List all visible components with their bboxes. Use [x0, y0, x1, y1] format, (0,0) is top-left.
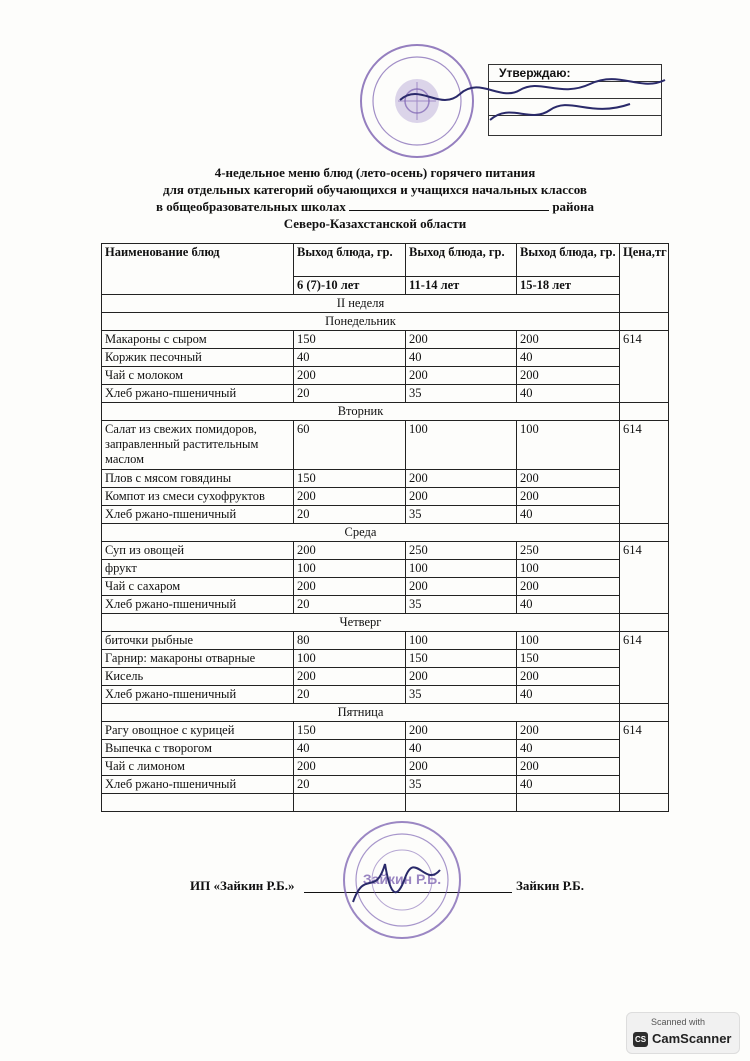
table-row: [102, 331, 669, 349]
output-6-10: 20: [294, 596, 406, 614]
header-dish: Наименование блюд: [102, 244, 294, 295]
table-row: [102, 740, 669, 758]
output-15-18: 40: [517, 506, 620, 524]
output-6-10: 20: [294, 686, 406, 704]
output-6-10: 40: [294, 349, 406, 367]
dish-name: Чай с лимоном: [102, 758, 294, 776]
output-11-14: 200: [406, 722, 517, 740]
dish-name: Салат из свежих помидоров, заправленный растительным маслом: [102, 421, 294, 470]
output-15-18: 250: [517, 542, 620, 560]
output-11-14: 100: [406, 421, 517, 470]
header-output-3: Выход блюда, гр.: [517, 244, 620, 277]
output-15-18: 200: [517, 578, 620, 596]
table-row: [102, 542, 669, 560]
output-6-10: 80: [294, 632, 406, 650]
output-15-18: 100: [517, 421, 620, 470]
title-line-4: Северо-Казахстанской области: [283, 216, 467, 231]
day-header: Понедельник: [102, 313, 620, 331]
output-11-14: 35: [406, 506, 517, 524]
table-row: [102, 650, 669, 668]
day-price: 614: [620, 421, 669, 524]
menu-body: [102, 313, 669, 812]
empty-cell: [294, 794, 406, 812]
table-row: [102, 385, 669, 403]
table-row: [102, 578, 669, 596]
output-6-10: 200: [294, 542, 406, 560]
output-11-14: 40: [406, 349, 517, 367]
dish-name: фрукт: [102, 560, 294, 578]
title-line-3-end: района: [552, 199, 595, 214]
dish-name: Кисель: [102, 668, 294, 686]
output-15-18: 150: [517, 650, 620, 668]
table-row: [102, 596, 669, 614]
signature-icon: [390, 72, 670, 132]
dish-name: Рагу овощное с курицей: [102, 722, 294, 740]
dish-name: Чай с сахаром: [102, 578, 294, 596]
output-11-14: 35: [406, 686, 517, 704]
seal-bottom-text: Зайкин Р.Б.: [362, 871, 442, 887]
camscanner-badge: [626, 1012, 740, 1054]
output-6-10: 200: [294, 578, 406, 596]
output-11-14: 100: [406, 560, 517, 578]
table-row: [102, 776, 669, 794]
price-blank: [620, 403, 669, 421]
output-15-18: 200: [517, 488, 620, 506]
output-6-10: 100: [294, 560, 406, 578]
output-6-10: 60: [294, 421, 406, 470]
dish-name: Хлеб ржано-пшеничный: [102, 385, 294, 403]
output-15-18: 40: [517, 385, 620, 403]
day-price: 614: [620, 331, 669, 403]
output-11-14: 35: [406, 776, 517, 794]
dish-name: Коржик песочный: [102, 349, 294, 367]
empty-cell: [620, 794, 669, 812]
output-6-10: 150: [294, 470, 406, 488]
day-header: Пятница: [102, 704, 620, 722]
output-15-18: 40: [517, 776, 620, 794]
price-blank: [620, 313, 669, 331]
output-15-18: 40: [517, 349, 620, 367]
dish-name: Хлеб ржано-пшеничный: [102, 596, 294, 614]
signature-icon: [345, 858, 445, 908]
empty-cell: [102, 794, 294, 812]
footer-signer-name: Зайкин Р.Б.: [516, 878, 584, 893]
dish-name: Хлеб ржано-пшеничный: [102, 506, 294, 524]
title-blank-line: [349, 199, 549, 211]
table-row: [102, 421, 669, 470]
output-11-14: 200: [406, 331, 517, 349]
day-price: 614: [620, 542, 669, 614]
dish-name: биточки рыбные: [102, 632, 294, 650]
output-15-18: 100: [517, 632, 620, 650]
age-group-1: 6 (7)-10 лет: [294, 277, 406, 295]
output-15-18: 200: [517, 331, 620, 349]
table-row: [102, 470, 669, 488]
dish-name: Суп из овощей: [102, 542, 294, 560]
output-6-10: 200: [294, 488, 406, 506]
output-11-14: 150: [406, 650, 517, 668]
output-6-10: 200: [294, 668, 406, 686]
dish-name: Выпечка с творогом: [102, 740, 294, 758]
day-price: 614: [620, 632, 669, 704]
output-11-14: 200: [406, 470, 517, 488]
table-row: [102, 686, 669, 704]
output-15-18: 200: [517, 668, 620, 686]
table-row: [102, 367, 669, 385]
dish-name: Хлеб ржано-пшеничный: [102, 686, 294, 704]
price-blank: [620, 614, 669, 632]
header-output-2: Выход блюда, гр.: [406, 244, 517, 277]
price-blank: [620, 704, 669, 722]
output-11-14: 200: [406, 488, 517, 506]
output-15-18: 200: [517, 722, 620, 740]
output-11-14: 250: [406, 542, 517, 560]
table-row: [102, 349, 669, 367]
age-group-2: 11-14 лет: [406, 277, 517, 295]
menu-table: [101, 243, 669, 812]
dish-name: Макароны с сыром: [102, 331, 294, 349]
header-output-1: Выход блюда, гр.: [294, 244, 406, 277]
table-row: [102, 632, 669, 650]
table-row: [102, 488, 669, 506]
camscanner-logo-icon: CS: [633, 1032, 648, 1047]
table-row: [102, 722, 669, 740]
output-6-10: 200: [294, 367, 406, 385]
output-6-10: 100: [294, 650, 406, 668]
dish-name: Чай с молоком: [102, 367, 294, 385]
output-6-10: 150: [294, 722, 406, 740]
footer-entrepreneur: ИП «Зайкин Р.Б.»: [190, 878, 295, 893]
output-11-14: 200: [406, 367, 517, 385]
badge-brand: CamScanner: [652, 1031, 732, 1046]
output-11-14: 100: [406, 632, 517, 650]
output-11-14: 35: [406, 385, 517, 403]
output-15-18: 200: [517, 367, 620, 385]
output-6-10: 20: [294, 385, 406, 403]
table-row: [102, 506, 669, 524]
day-header: Вторник: [102, 403, 620, 421]
title-line-3: [140, 198, 610, 215]
output-15-18: 200: [517, 758, 620, 776]
approval-label: Утверждаю:: [499, 66, 571, 80]
age-group-3: 15-18 лет: [517, 277, 620, 295]
day-header: Среда: [102, 524, 620, 542]
badge-scanned-with: Scanned with: [651, 1017, 706, 1027]
output-15-18: 100: [517, 560, 620, 578]
day-price: 614: [620, 722, 669, 794]
output-6-10: 150: [294, 331, 406, 349]
empty-cell: [406, 794, 517, 812]
day-header: Четверг: [102, 614, 620, 632]
output-6-10: 20: [294, 776, 406, 794]
output-11-14: 40: [406, 740, 517, 758]
table-row: [102, 668, 669, 686]
dish-name: Плов с мясом говядины: [102, 470, 294, 488]
output-11-14: 35: [406, 596, 517, 614]
table-row: [102, 560, 669, 578]
title-line-3-start: в общеобразовательных школах: [155, 199, 346, 214]
dish-name: Гарнир: макароны отварные: [102, 650, 294, 668]
output-15-18: 40: [517, 686, 620, 704]
document-title: [140, 164, 610, 232]
title-line-1: 4-недельное меню блюд (лето-осень) горячего питания: [214, 165, 536, 180]
title-line-2: для отдельных категорий обучающихся и учащихся начальных классов: [163, 182, 587, 197]
output-11-14: 200: [406, 578, 517, 596]
dish-name: Хлеб ржано-пшеничный: [102, 776, 294, 794]
empty-cell: [517, 794, 620, 812]
output-6-10: 20: [294, 506, 406, 524]
output-15-18: 40: [517, 596, 620, 614]
output-6-10: 200: [294, 758, 406, 776]
output-11-14: 200: [406, 758, 517, 776]
dish-name: Компот из смеси сухофруктов: [102, 488, 294, 506]
empty-row: [102, 794, 669, 812]
output-11-14: 200: [406, 668, 517, 686]
week-label: II неделя: [102, 295, 620, 313]
output-15-18: 200: [517, 470, 620, 488]
table-row: [102, 758, 669, 776]
header-price: Цена,тг: [620, 244, 669, 313]
output-6-10: 40: [294, 740, 406, 758]
price-blank: [620, 524, 669, 542]
output-15-18: 40: [517, 740, 620, 758]
